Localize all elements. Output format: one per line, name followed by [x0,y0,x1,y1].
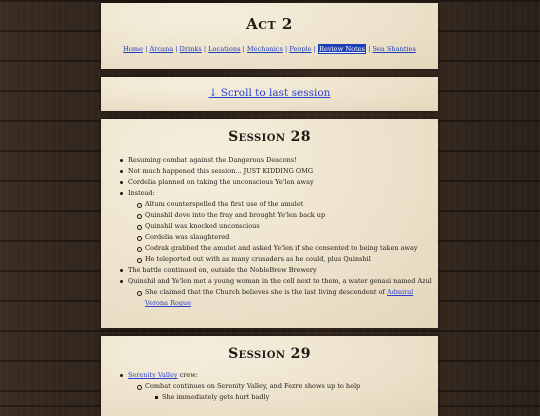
page-title: Act 2 [246,15,293,33]
list-item: Quinshil was knocked unconscious [101,221,438,232]
list-item: She immediately gets hurt badly [101,392,438,403]
nav-link-mechanics[interactable]: Mechanics [246,45,283,53]
nav-bar: Home | Arcana | Drinks | Locations | Mechanics | People | Review Notes | Sea Shanties [123,45,416,53]
list-item: Codrak grabbed the amulet and asked Ye'len if she consented to being taken away [101,243,438,254]
admiral-verona-rogue-link[interactable]: Admiral Verona Rogue [145,288,414,307]
nav-link-drinks[interactable]: Drinks [179,45,202,53]
list-item [101,287,438,309]
nav-link-sea-shanties[interactable]: Sea Shanties [372,45,416,53]
nav-link-locations[interactable]: Locations [208,45,241,53]
list-item: Combat continues on Serenity Valley, and Fezre shows up to help [101,381,438,392]
list-item: Instead: [101,188,438,199]
header-panel [101,3,438,69]
list-item-text: crew: [177,371,198,379]
list-item: Quinshil and Ye'len met a young woman in the cell next to them, a water genasi named Azul [101,276,438,287]
nav-link-review-notes[interactable]: Review Notes [318,45,366,53]
list-item: Resuming combat against the Dangerous Deacons! [101,155,438,166]
list-item: Not much happened this session... JUST KIDDING OMG [101,166,438,177]
session-notes-list [101,155,438,309]
nav-link-home[interactable]: Home [123,45,143,53]
list-item: Cordelia was slaughtered [101,232,438,243]
serenity-valley-link[interactable]: Serenity Valley [128,371,178,379]
list-item [101,370,438,381]
list-item: Altum counterspelled the first use of the amulet [101,199,438,210]
scroll-panel [101,77,438,111]
list-item: The battle continued on, outside the NobleBrew Brewery [101,265,438,276]
session-29-panel [101,336,438,416]
nav-link-arcana[interactable]: Arcana [149,45,174,53]
scroll-to-last-session-link[interactable]: ↓ Scroll to last session [208,87,331,99]
list-item-text: She claimed that the Church believes she is the last living descendent of [145,288,387,296]
session-title: Session 29 [228,346,311,362]
list-item: He teleported out with as many crusaders as he could, plus Quinshil [101,254,438,265]
session-notes-list [101,370,438,403]
list-item: Quinshil dove into the fray and brought Ye'len back up [101,210,438,221]
nav-link-people[interactable]: People [289,45,312,53]
session-title: Session 28 [228,129,311,145]
session-28-panel [101,119,438,328]
list-item: Cordelia planned on taking the unconscious Ye'len away [101,177,438,188]
